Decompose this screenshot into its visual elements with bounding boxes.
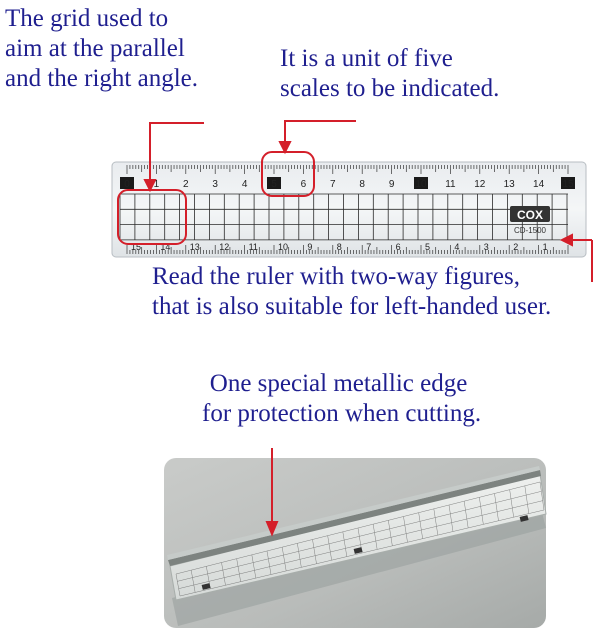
ruler-bottom-number: 5 (425, 242, 431, 252)
ruler-bottom-numbers (131, 242, 548, 252)
ruler-bottom-number: 10 (278, 242, 289, 252)
ruler-top-number: 4 (241, 179, 248, 190)
ruler-bottom-number: 12 (219, 242, 230, 252)
ruler-bottom-number: 15 (131, 242, 142, 252)
ruler-top-number: 1 (153, 179, 160, 190)
ruler-top-number: 3 (212, 179, 218, 190)
ruler-bottom-number: 2 (513, 242, 519, 252)
caption-grid-line-1: The grid used to (5, 5, 169, 32)
ruler-bottom-number: 1 (542, 242, 548, 252)
ruler-top-number: 5 (271, 179, 277, 190)
caption-grid-line-3: and the right angle. (5, 65, 198, 92)
five-arrow-head (280, 142, 290, 152)
ruler-top-number: 15 (562, 179, 574, 190)
ruler-bottom-number: 11 (248, 242, 258, 252)
ruler-bottom-number: 8 (336, 242, 342, 252)
ruler-bottom-number: 4 (454, 242, 460, 252)
ruler-top-number: 7 (330, 179, 336, 190)
ruler-bottom-number: 3 (483, 242, 489, 252)
caption-edge-line-1: One special metallic edge (209, 370, 468, 397)
ruler-bottom-number: 14 (160, 242, 171, 252)
caption-edge-line-2: for protection when cutting. (202, 400, 482, 427)
caption-grid-line-2: aim at the parallel (5, 35, 185, 62)
ruler-bottom-number: 9 (307, 242, 313, 252)
ruler-top-number: 14 (533, 179, 545, 190)
caption-unit-line-2: scales to be indicated. (280, 75, 500, 102)
ruler-top-number: 8 (359, 179, 365, 190)
photo-metal-edge (164, 458, 546, 628)
ruler-top-number: 12 (474, 179, 486, 190)
ruler-top-number: 2 (183, 179, 189, 190)
ruler-logo (510, 206, 550, 235)
ruler-top-number: 6 (300, 179, 307, 190)
ruler-top-number: 13 (503, 179, 515, 190)
caption-read-line-2: that is also suitable for left-handed user. (152, 293, 552, 320)
ruler-top-number: 9 (388, 179, 395, 190)
ruler-top-number: 10 (415, 179, 427, 190)
caption-unit-line-1: It is a unit of five (280, 45, 453, 72)
five-pointer-line (285, 121, 356, 150)
ruler-bottom-number: 13 (189, 242, 200, 252)
ruler-bottom-number: 7 (366, 242, 372, 252)
ruler-top-number: 0 (124, 179, 130, 190)
caption-read-line-1: Read the ruler with two-way figures, (152, 263, 520, 290)
ruler-bottom-number: 6 (395, 242, 401, 252)
ruler-top-number: 11 (445, 179, 456, 190)
ruler-brand-text: COX (516, 208, 544, 222)
ruler-model-text: CD-1500 (513, 226, 547, 235)
